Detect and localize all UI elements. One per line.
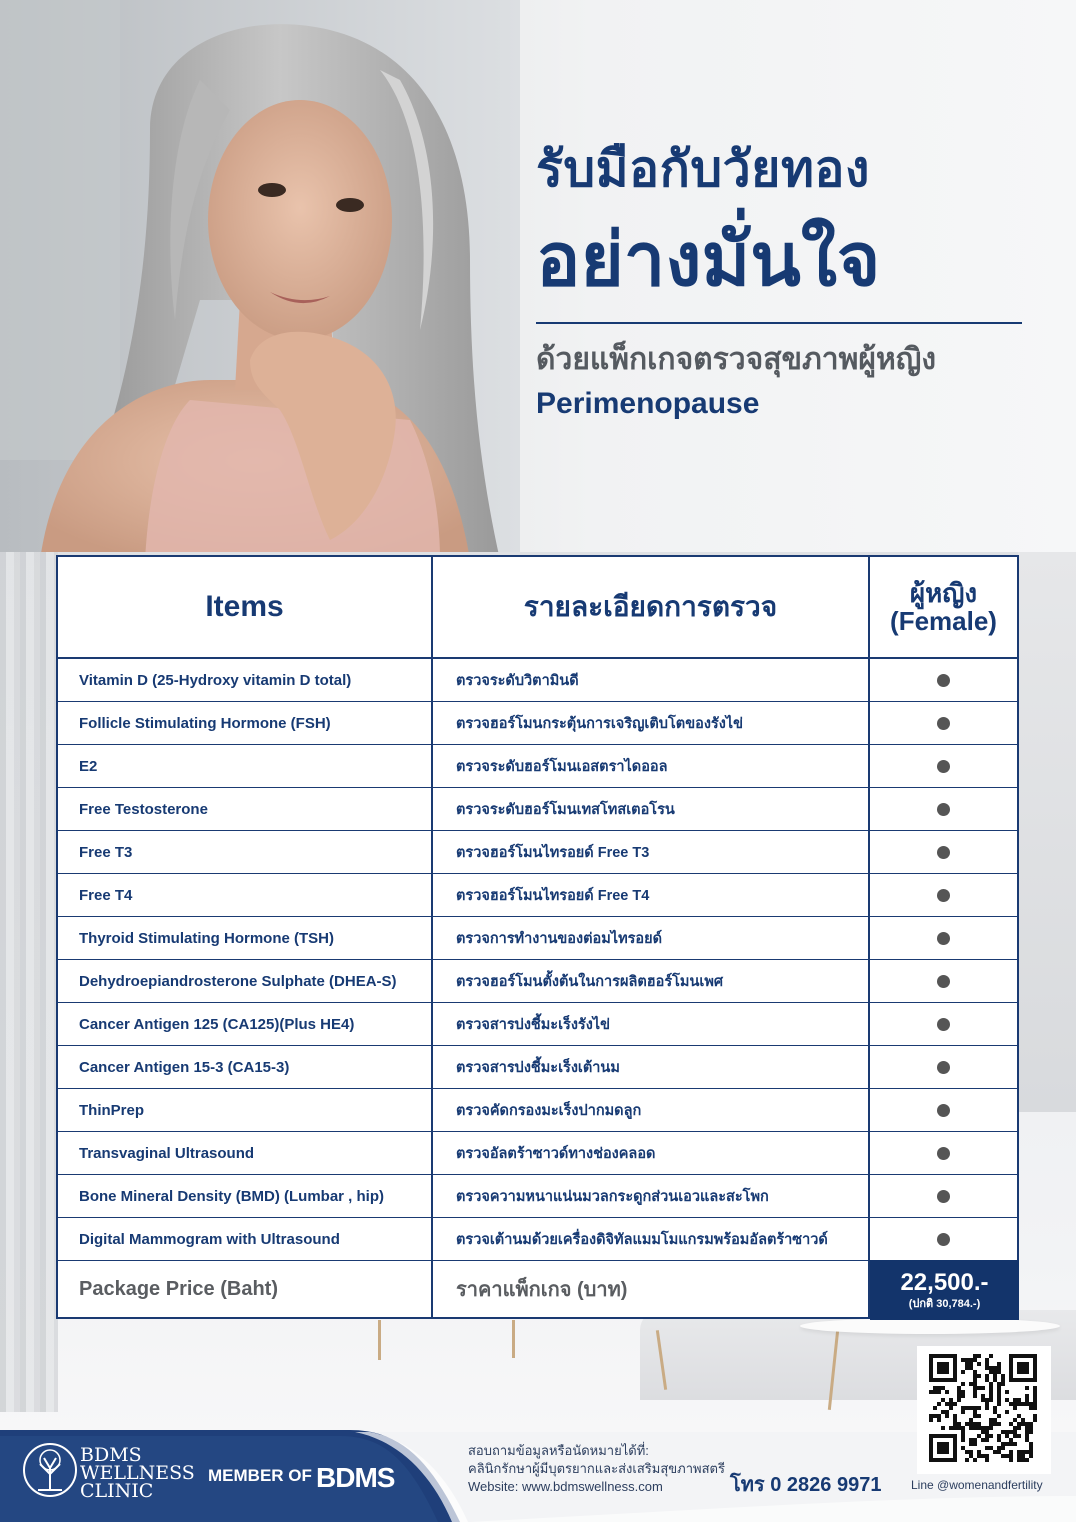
price-amount: 22,500.-	[900, 1269, 989, 1296]
row-included	[870, 1218, 1017, 1260]
table-row	[58, 745, 1017, 788]
row-detail: ตรวจการทำงานของต่อมไทรอยด์	[456, 930, 663, 947]
brand-line-2: WELLNESS	[80, 1462, 195, 1484]
included-dot-icon	[937, 674, 950, 687]
table-row	[58, 874, 1017, 917]
row-item: Cancer Antigen 125 (CA125)(Plus HE4)	[79, 1015, 355, 1033]
contact-heading: สอบถามข้อมูลหรือนัดหมายได้ที่:	[468, 1443, 649, 1458]
headline-subtitle: ด้วยแพ็กเกจตรวจสุขภาพผู้หญิง	[536, 343, 936, 376]
headline-block	[536, 132, 1036, 424]
table-row	[58, 960, 1017, 1003]
brand-line-3: CLINIC	[80, 1480, 154, 1502]
row-item: Digital Mammogram with Ultrasound	[79, 1230, 340, 1248]
table-row	[58, 702, 1017, 745]
header-female	[870, 557, 1017, 657]
chair-leg	[378, 1320, 381, 1360]
row-detail: ตรวจระดับวิตามินดี	[456, 672, 579, 689]
table-row	[58, 788, 1017, 831]
table-row	[58, 1132, 1017, 1175]
included-dot-icon	[937, 889, 950, 902]
curtain-right	[1018, 552, 1076, 1112]
included-dot-icon	[937, 1104, 950, 1117]
row-item: Cancer Antigen 15-3 (CA15-3)	[79, 1058, 290, 1076]
included-dot-icon	[937, 1147, 950, 1160]
curtain-left	[0, 552, 58, 1412]
header-female-english: (Female)	[890, 606, 997, 636]
included-dot-icon	[937, 975, 950, 988]
included-dot-icon	[937, 1190, 950, 1203]
row-included	[870, 831, 1017, 873]
row-item: ThinPrep	[79, 1101, 145, 1119]
row-item: Free Testosterone	[79, 800, 208, 818]
row-included	[870, 659, 1017, 701]
row-detail: ตรวจฮอร์โมนไทรอยด์ Free T4	[456, 887, 650, 904]
member-of-label: MEMBER OF	[208, 1466, 312, 1485]
row-detail: ตรวจอัลตร้าซาวด์ทางช่องคลอด	[456, 1145, 656, 1162]
row-included	[870, 917, 1017, 959]
row-item: Vitamin D (25-Hydroxy vitamin D total)	[79, 671, 352, 689]
row-included	[870, 874, 1017, 916]
package-table	[56, 555, 1019, 1319]
row-item: Follicle Stimulating Hormone (FSH)	[79, 714, 331, 732]
row-detail: ตรวจสารบ่งชี้มะเร็งรังไข่	[456, 1016, 610, 1033]
table-row	[58, 1089, 1017, 1132]
contact-website[interactable]: Website: www.bdmswellness.com	[468, 1479, 663, 1494]
row-detail: ตรวจเต้านมด้วยเครื่องดิจิทัลแมมโมแกรมพร้อมอัลตร้าซาวด์	[456, 1231, 828, 1248]
row-detail: ตรวจระดับฮอร์โมนเทสโทสเตอโรน	[456, 801, 675, 818]
included-dot-icon	[937, 932, 950, 945]
contact-info	[468, 1442, 728, 1496]
row-detail: ตรวจฮอร์โมนตั้งต้นในการผลิตฮอร์โมนเพศ	[456, 973, 724, 990]
included-dot-icon	[937, 760, 950, 773]
brand-line-1: BDMS	[80, 1444, 142, 1466]
table-row	[58, 1175, 1017, 1218]
row-item: Thyroid Stimulating Hormone (TSH)	[79, 929, 334, 947]
woman-portrait-photo	[0, 0, 520, 560]
row-item: Bone Mineral Density (BMD) (Lumbar , hip)	[79, 1187, 385, 1205]
row-detail: ตรวจฮอร์โมนกระตุ้นการเจริญเติบโตของรังไข่	[456, 715, 743, 732]
header-items: Items	[205, 590, 284, 623]
table-row	[58, 1046, 1017, 1089]
table-row	[58, 659, 1017, 702]
row-included	[870, 1132, 1017, 1174]
included-dot-icon	[937, 803, 950, 816]
price-row	[58, 1261, 1017, 1317]
included-dot-icon	[937, 1233, 950, 1246]
table-row	[58, 831, 1017, 874]
contact-clinic: คลินิกรักษาผู้มีบุตรยากและส่งเสริมสุขภาพสตรี	[468, 1461, 725, 1476]
row-detail: ตรวจคัดกรองมะเร็งปากมดลูก	[456, 1102, 642, 1119]
header-detail: รายละเอียดการตรวจ	[523, 591, 778, 622]
row-detail: ตรวจความหนาแน่นมวลกระดูกส่วนเอวและสะโพก	[456, 1188, 769, 1205]
price-normal: (ปกติ 30,784.-)	[908, 1298, 981, 1310]
row-item: Free T4	[79, 886, 133, 904]
included-dot-icon	[937, 717, 950, 730]
row-item: E2	[79, 757, 98, 775]
row-detail: ตรวจฮอร์โมนไทรอยด์ Free T3	[456, 844, 650, 861]
price-label-thai: ราคาแพ็กเกจ (บาท)	[456, 1279, 628, 1301]
line-id[interactable]: Line @womenandfertility	[911, 1478, 1043, 1492]
row-included	[870, 1175, 1017, 1217]
table-header	[58, 557, 1017, 659]
hero-banner	[0, 0, 1076, 560]
chair-leg	[512, 1320, 515, 1358]
headline-subtitle-english: Perimenopause	[536, 387, 760, 420]
row-included	[870, 1003, 1017, 1045]
row-included	[870, 960, 1017, 1002]
table-row	[58, 1218, 1017, 1261]
table-row	[58, 1003, 1017, 1046]
row-included	[870, 788, 1017, 830]
row-detail: ตรวจระดับฮอร์โมนเอสตราไดออล	[456, 758, 668, 775]
row-item: Transvaginal Ultrasound	[79, 1144, 255, 1162]
row-detail: ตรวจสารบ่งชี้มะเร็งเต้านม	[456, 1059, 620, 1076]
table-row	[58, 917, 1017, 960]
headline-line-1: รับมือกับวัยทอง	[536, 140, 870, 198]
row-included	[870, 702, 1017, 744]
included-dot-icon	[937, 846, 950, 859]
headline-divider	[536, 322, 1022, 324]
price-box	[870, 1260, 1019, 1320]
tree-logo-icon	[22, 1440, 78, 1502]
headline-line-2: อย่างมั่นใจ	[536, 217, 881, 303]
price-label: Package Price (Baht)	[79, 1277, 278, 1300]
side-table-decor	[800, 1318, 1060, 1334]
row-item: Dehydroepiandrosterone Sulphate (DHEA-S)	[79, 972, 397, 990]
bdms-logo: BDMS	[316, 1462, 395, 1493]
row-item: Free T3	[79, 843, 133, 861]
row-included	[870, 745, 1017, 787]
header-female-thai: ผู้หญิง	[909, 578, 978, 608]
row-included	[870, 1089, 1017, 1131]
phone-number[interactable]: โทร 0 2826 9971	[730, 1474, 882, 1496]
included-dot-icon	[937, 1061, 950, 1074]
bdms-wellness-logo	[80, 1446, 195, 1500]
row-included	[870, 1046, 1017, 1088]
included-dot-icon	[937, 1018, 950, 1031]
